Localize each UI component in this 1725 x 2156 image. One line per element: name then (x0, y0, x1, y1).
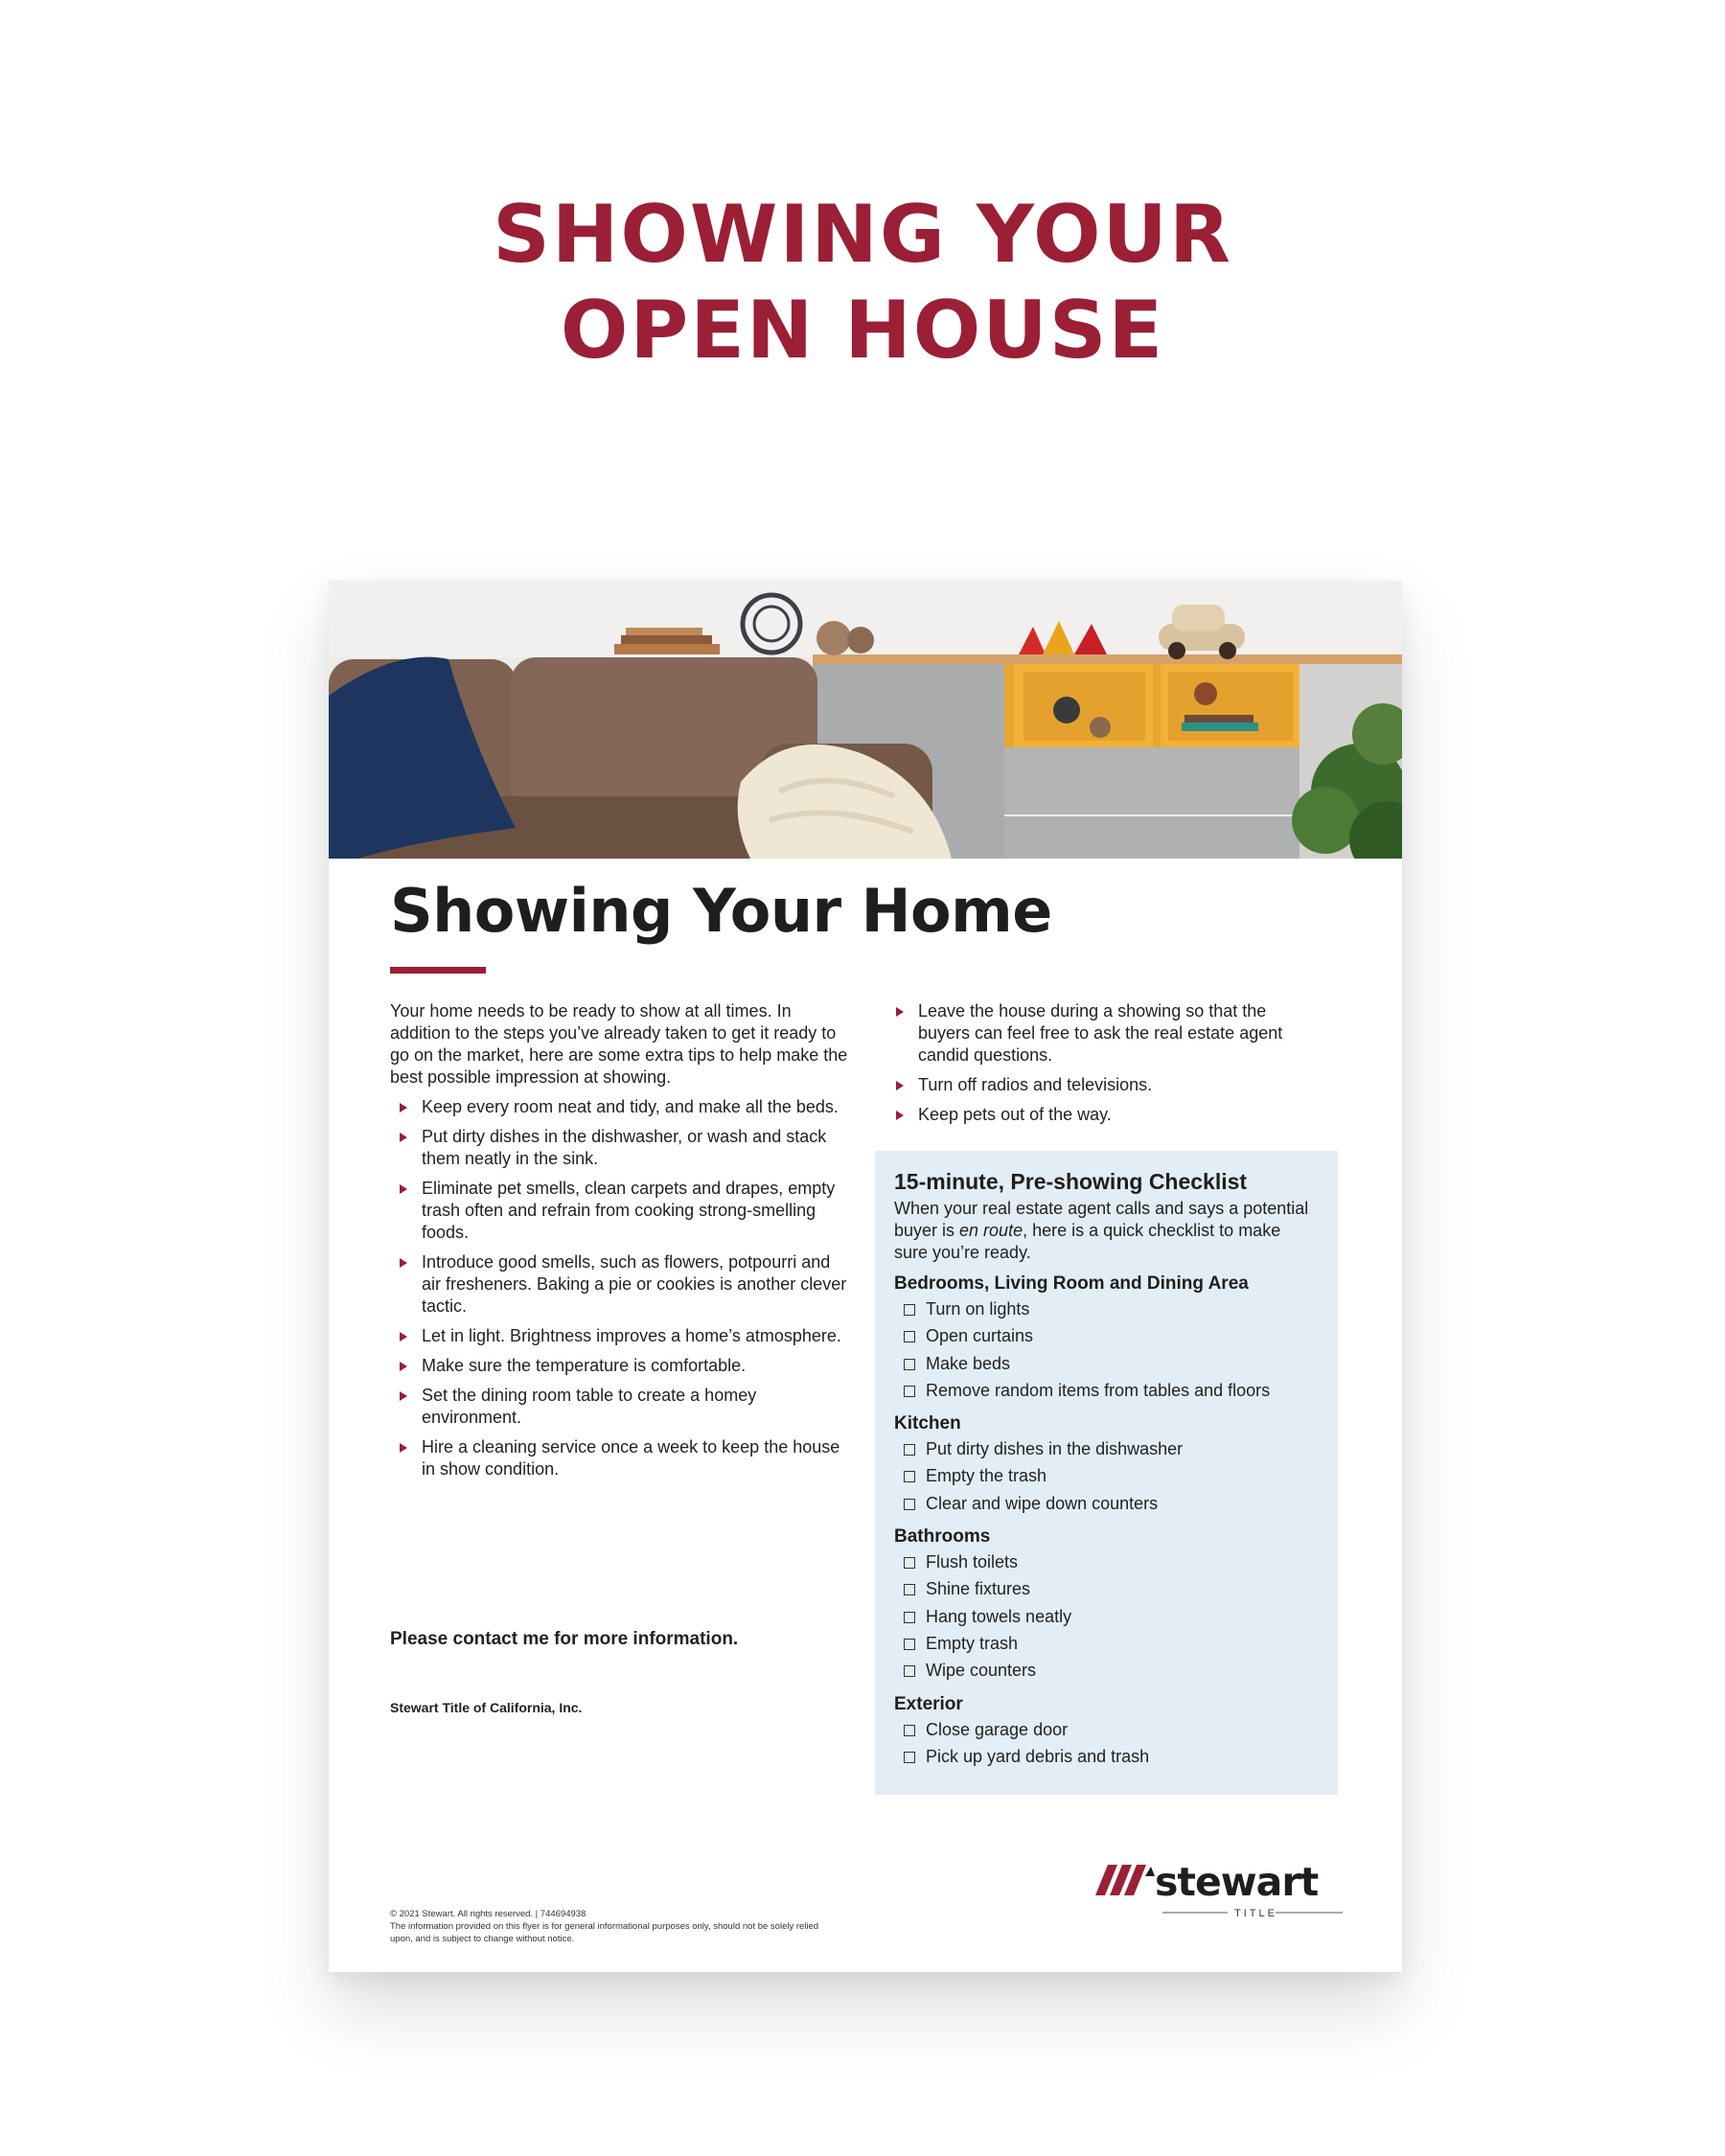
list-item: Keep every room neat and tidy, and make all the beds. (390, 1096, 850, 1118)
section-heading: Exterior (894, 1693, 963, 1714)
checklist-section-exterior (894, 1692, 1319, 1771)
page-heading (0, 187, 1725, 378)
checkbox-icon (904, 1752, 915, 1763)
checkbox-icon (904, 1584, 915, 1595)
checklist-item: Shine fixtures (894, 1575, 1319, 1602)
checklist-section-bedrooms (894, 1272, 1319, 1404)
list-item: Make sure the temperature is comfortable. (390, 1355, 850, 1377)
triangle-bullet-icon (896, 1007, 904, 1017)
checklist-title: 15-minute, Pre-showing Checklist (894, 1169, 1248, 1194)
checkbox-icon (904, 1304, 915, 1316)
checkbox-icon (904, 1471, 915, 1482)
stewart-title-logo (1095, 1853, 1345, 1920)
section-heading: Bathrooms (894, 1526, 991, 1548)
triangle-bullet-icon (400, 1258, 407, 1268)
flyer (329, 581, 1402, 1972)
tips-list-right (886, 1000, 1300, 1126)
checkbox-icon (904, 1499, 915, 1510)
list-item: Put dirty dishes in the dishwasher, or wash and stack them neatly in the sink. (390, 1126, 850, 1170)
living-room-photo (329, 581, 1402, 859)
footer-copyright: © 2021 Stewart. All rights reserved. | 744694938 (390, 1909, 586, 1919)
checkbox-icon (904, 1386, 915, 1397)
triangle-bullet-icon (400, 1133, 407, 1142)
page-heading-line1: SHOWING YOUR (493, 188, 1232, 281)
intro-paragraph: Your home needs to be ready to show at all times. In addition to the steps you’ve already taken to get it ready to go on the market, here are some extra tips to help make the best possible impression at showing. (390, 1001, 848, 1087)
list-item: Hire a cleaning service once a week to keep the house in show condition. (390, 1436, 850, 1480)
section-heading: Kitchen (894, 1413, 961, 1434)
checklist-item: Empty the trash (894, 1462, 1319, 1489)
hero-image (329, 581, 1402, 859)
checklist-item: Turn on lights (894, 1296, 1319, 1322)
checkbox-icon (904, 1665, 915, 1677)
checkbox-icon (904, 1331, 915, 1342)
right-column (886, 1000, 1300, 1134)
checklist-item: Close garage door (894, 1716, 1319, 1743)
footer-legal (390, 1908, 840, 1945)
title-divider (390, 967, 486, 974)
checklist-item: Make beds (894, 1350, 1319, 1377)
left-column (390, 1000, 850, 1488)
footer-disclaimer: The information provided on this flyer is for general informational purposes only, should not be solely relied upon, and is subject to change without notice. (390, 1921, 819, 1944)
list-item: Keep pets out of the way. (886, 1104, 1300, 1126)
checklist-item: Remove random items from tables and floors (894, 1377, 1319, 1404)
checkbox-icon (904, 1725, 915, 1736)
list-item: Let in light. Brightness improves a home’s atmosphere. (390, 1325, 850, 1347)
flyer-title: Showing Your Home (390, 876, 1052, 946)
triangle-bullet-icon (896, 1081, 904, 1090)
triangle-bullet-icon (400, 1362, 407, 1371)
page-heading-line2: OPEN HOUSE (560, 284, 1165, 377)
section-heading: Bedrooms, Living Room and Dining Area (894, 1273, 1249, 1294)
checklist-section-kitchen (894, 1411, 1319, 1517)
company-name: Stewart Title of California, Inc. (390, 1700, 583, 1715)
triangle-bullet-icon (400, 1103, 407, 1112)
checkbox-icon (904, 1359, 915, 1370)
triangle-bullet-icon (400, 1184, 407, 1194)
checkbox-icon (904, 1444, 915, 1456)
logo-sub-text: TITLE (1234, 1908, 1277, 1919)
checkbox-icon (904, 1557, 915, 1569)
stewart-logo-icon (1095, 1853, 1345, 1920)
checkbox-icon (904, 1612, 915, 1623)
checklist-item: Pick up yard debris and trash (894, 1743, 1319, 1770)
checklist-lead: When your real estate agent calls and says a potential buyer is en route, here is a quick checklist to make sure you’re ready. (894, 1199, 1309, 1262)
checklist-item: Hang towels neatly (894, 1603, 1319, 1630)
triangle-bullet-icon (400, 1332, 407, 1342)
pre-showing-checklist (875, 1151, 1338, 1795)
logo-brand-text: stewart (1155, 1859, 1319, 1905)
checklist-item: Put dirty dishes in the dishwasher (894, 1435, 1319, 1462)
list-item: Introduce good smells, such as flowers, potpourri and air fresheners. Baking a pie or cookies is another clever tactic. (390, 1251, 850, 1318)
tips-list-left (390, 1096, 850, 1480)
list-item: Turn off radios and televisions. (886, 1074, 1300, 1096)
checklist-item: Clear and wipe down counters (894, 1490, 1319, 1517)
checklist-item: Open curtains (894, 1322, 1319, 1349)
checklist-item: Flush toilets (894, 1548, 1319, 1575)
checkbox-icon (904, 1639, 915, 1650)
checklist-section-bathrooms (894, 1525, 1319, 1684)
contact-line: Please contact me for more information. (390, 1629, 739, 1649)
checklist-item: Empty trash (894, 1630, 1319, 1657)
triangle-bullet-icon (400, 1391, 407, 1401)
list-item: Set the dining room table to create a homey environment. (390, 1385, 850, 1429)
triangle-bullet-icon (400, 1443, 407, 1453)
list-item: Leave the house during a showing so that the buyers can feel free to ask the real estate agent candid questions. (886, 1000, 1300, 1067)
triangle-bullet-icon (896, 1111, 904, 1120)
checklist-item: Wipe counters (894, 1657, 1319, 1684)
list-item: Eliminate pet smells, clean carpets and drapes, empty trash often and refrain from cooking strong-smelling foods. (390, 1178, 850, 1244)
